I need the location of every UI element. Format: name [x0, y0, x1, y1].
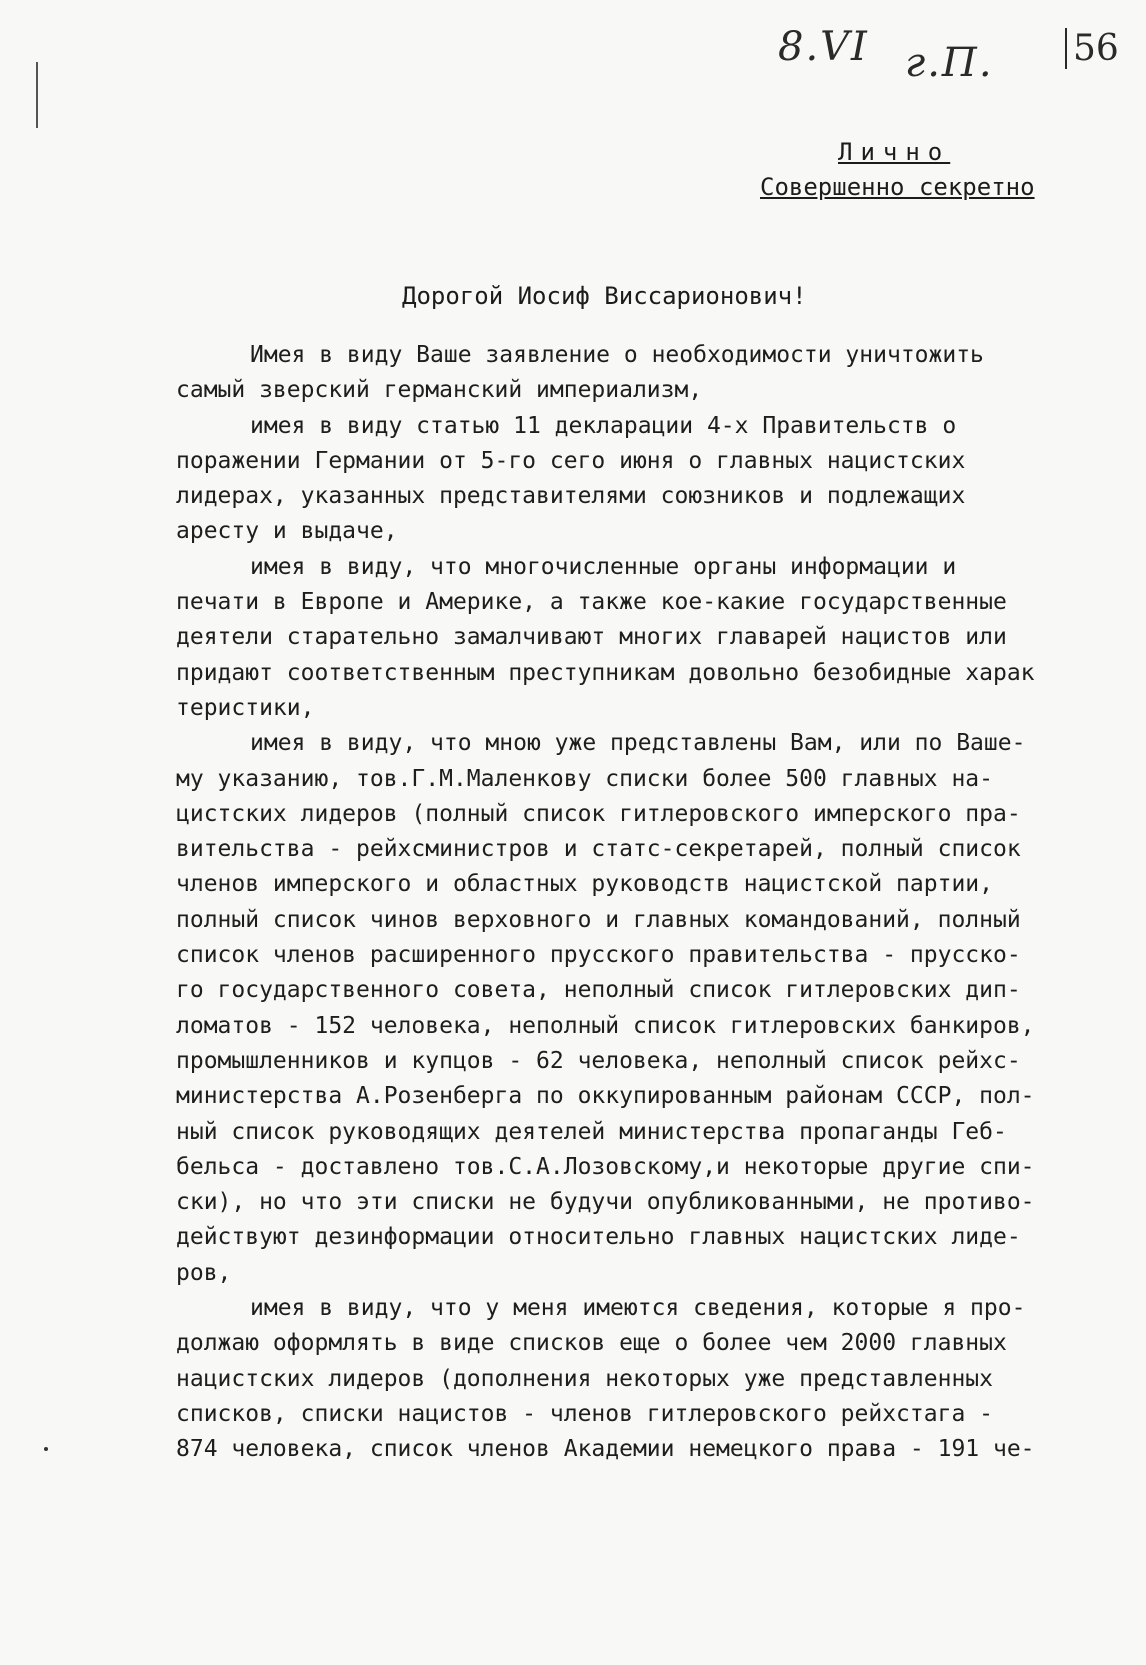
text-line: министерства А.Розенберга по оккупированным районам СССР, пол- — [176, 1083, 1035, 1110]
text-line: должаю оформлять в виде списков еще о более чем 2000 главных — [176, 1330, 1007, 1357]
text-line: ный список руководящих деятелей министерства пропаганды Геб- — [176, 1118, 1007, 1145]
text-line: список членов расширенного прусского правительства - прусско- — [176, 942, 1021, 969]
text-line: промышленников и купцов - 62 человека, неполный список рейхс- — [176, 1047, 1021, 1074]
text-line: полный список чинов верховного и главных командований, полный — [176, 906, 1021, 933]
handwritten-initials: г.П. — [905, 40, 994, 86]
text-line: действуют дезинформации относительно главных нацистских лиде- — [176, 1224, 1021, 1251]
text-line: го государственного совета, неполный список гитлеровских дип- — [176, 977, 1021, 1004]
text-line: печати в Европе и Америке, а также кое-какие государственные — [176, 589, 1007, 616]
text-line: аресту и выдаче, — [176, 518, 398, 545]
text-line: ски), но что эти списки не будучи опубликованными, не противо- — [176, 1189, 1035, 1216]
text-line: Имея в виду Ваше заявление о необходимости уничтожить — [250, 342, 984, 368]
letter-body — [176, 338, 1136, 1468]
text-line: поражении Германии от 5-го сего июня о главных нацистских — [176, 447, 966, 474]
top-secret-mark: Совершенно секретно — [760, 173, 1035, 201]
ink-dot — [44, 1447, 48, 1451]
salutation: Дорогой Иосиф Виссарионович! — [402, 282, 807, 310]
text-line: вительства - рейхсминистров и статс-секретарей, полный список — [176, 836, 1021, 863]
text-line: лидерах, указанных представителями союзников и подлежащих — [176, 483, 966, 510]
handwritten-date: 8.VI — [778, 24, 869, 70]
text-line: деятели старательно замалчивают многих главарей нацистов или — [176, 624, 1007, 651]
text-line: списков, списки нацистов - членов гитлеровского рейхстага - — [176, 1400, 993, 1427]
text-line: му указанию, тов.Г.М.Маленкову списки более 500 главных на- — [176, 765, 993, 792]
text-line: нацистских лидеров (дополнения некоторых уже представленных — [176, 1365, 993, 1392]
folio-number: 56 — [1065, 28, 1119, 69]
text-line: бельса - доставлено тов.С.А.Лозовскому,и некоторые другие спи- — [176, 1153, 1035, 1180]
text-line: придают соответственным преступникам довольно безобидные харак — [176, 659, 1035, 686]
text-line: самый зверский германский империализм, — [176, 377, 703, 404]
text-line: 874 человека, список членов Академии немецкого права - 191 че- — [176, 1436, 1035, 1463]
text-line: ров, — [176, 1259, 232, 1286]
margin-pencil-mark — [36, 62, 38, 128]
text-line: имея в виду, что у меня имеются сведения, которые я про- — [250, 1295, 1026, 1322]
text-line: цистских лидеров (полный список гитлеровского имперского пра- — [176, 800, 1021, 827]
personal-mark: Лично — [838, 138, 951, 166]
text-line: членов имперского и областных руководств нацистской партии, — [176, 871, 993, 898]
text-line: имея в виду, что мною уже представлены Вам, или по Ваше- — [250, 730, 1026, 757]
text-line: теристики, — [176, 694, 315, 721]
text-line: имея в виду, что многочисленные органы информации и — [250, 553, 957, 580]
text-line: имея в виду статью 11 декларации 4-х Правительств о — [250, 412, 957, 439]
text-line: ломатов - 152 человека, неполный список гитлеровских банкиров, — [176, 1012, 1035, 1039]
